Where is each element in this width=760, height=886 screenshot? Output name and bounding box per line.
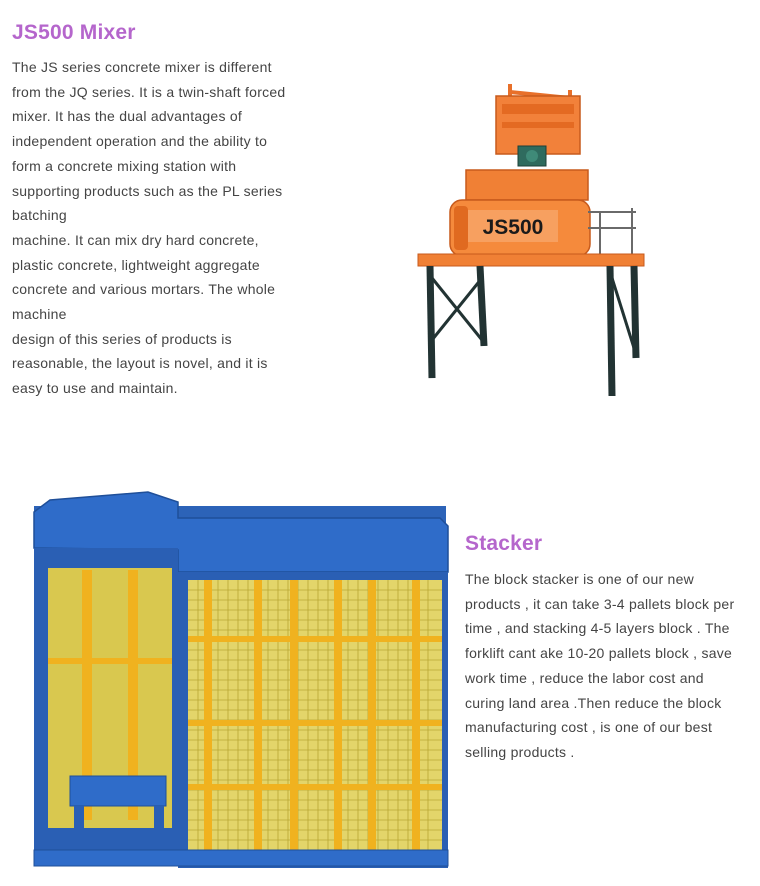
stacker-base-step	[70, 776, 166, 806]
mixer-description-line: independent operation and the ability to	[12, 133, 268, 150]
mixer-image	[410, 78, 650, 403]
mixer-description-line: plastic concrete, lightweight aggregate	[12, 256, 260, 273]
stacker-image	[28, 488, 453, 878]
mixer-description-line: machine. It can mix dry hard concrete,	[12, 231, 259, 248]
mixer-description-line: mixer. It has the dual advantages of	[12, 108, 243, 125]
mixer-upper-body	[466, 170, 588, 200]
mixer-description-line: design of this series of products is	[12, 330, 232, 347]
stacker-description-line: selling products .	[465, 743, 575, 760]
mixer-legs	[430, 266, 636, 396]
stacker-description-line: products , it can take 3-4 pallets block per	[465, 595, 735, 612]
mixer-description	[12, 55, 285, 401]
mixer-title: JS500 Mixer	[12, 21, 136, 44]
mixer-railing	[588, 208, 636, 256]
mixer-description-line: easy to use and maintain.	[12, 380, 178, 397]
stacker-bottom-beam	[34, 850, 448, 866]
mixer-label-text: JS500	[482, 216, 544, 239]
mixer-description-line: form a concrete mixing station with	[12, 157, 237, 174]
stacker-description-line: forklift cant ake 10-20 pallets block , save	[465, 645, 733, 662]
mixer-description-line: supporting products such as the PL series	[12, 182, 283, 199]
stacker-title: Stacker	[465, 532, 543, 555]
mixer-description-line: from the JQ series. It is a twin-shaft forced	[12, 83, 286, 100]
stacker-description-line: manufacturing cost , is one of our best	[465, 719, 713, 736]
mixer-description-line: reasonable, the layout is novel, and it is	[12, 355, 268, 372]
mixer-description-line: batching	[12, 207, 67, 224]
mixer-platform	[418, 254, 644, 266]
mixer-description-line: The JS series concrete mixer is different	[12, 59, 272, 75]
stacker-description-line: curing land area .Then reduce the block	[465, 694, 722, 711]
stacker-mesh-panel	[188, 580, 442, 850]
stacker-description-line: The block stacker is one of our new	[465, 571, 694, 587]
mixer-description-line: machine	[12, 306, 67, 323]
stacker-description-line: work time , reduce the labor cost and	[465, 669, 704, 686]
stacker-description	[465, 567, 734, 765]
stacker-description-line: time , and stacking 4-5 layers block . The	[465, 620, 730, 637]
mixer-description-line: concrete and various mortars. The whole	[12, 281, 276, 298]
